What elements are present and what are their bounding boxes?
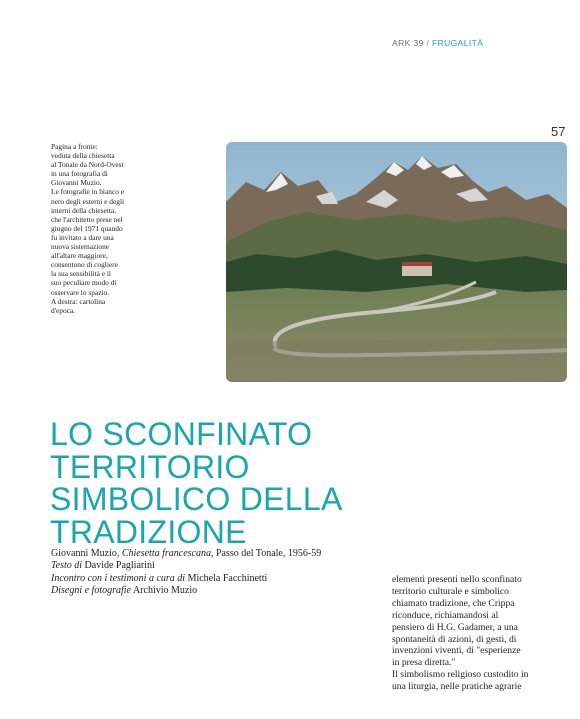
mountain-pass-postcard-image (226, 142, 567, 382)
body-line: in presa diretta." (392, 657, 456, 669)
caption-line: osservare lo spazio. (51, 287, 110, 297)
title-line: TRADIZIONE (50, 513, 247, 550)
article-title (50, 418, 470, 548)
text-credit-label: Testo di (51, 560, 83, 572)
body-text-column (392, 574, 532, 693)
caption-line: che l'architetto prese nel (51, 214, 123, 224)
text-credit (51, 560, 371, 572)
caption-line: d'epoca. (51, 305, 76, 315)
caption-line: Giovanni Muzio. (51, 178, 102, 188)
title-line: TERRITORIO (50, 448, 250, 485)
interview-credit (51, 573, 371, 585)
caption-line: giugno del 1971 quando (51, 223, 123, 233)
body-line: spontaneità di azioni, di gesti, di (392, 633, 517, 645)
title-line: LO SCONFINATO (50, 416, 313, 452)
interview-author: Michela Facchinetti (185, 572, 268, 584)
header-separator: / (426, 38, 430, 48)
caption-line: interni della chiesetta, (51, 205, 117, 215)
body-line: invenzioni viventi, di "esperienze (392, 645, 521, 657)
caption-line: consentono di cogliere (51, 260, 118, 270)
section-name: FRUGALITÀ (432, 38, 484, 48)
caption-line: suo peculiare modo di (51, 278, 117, 288)
caption-line: Pagina a fronte: (51, 142, 98, 151)
body-line: elementi presenti nello sconfinato (392, 574, 522, 585)
running-header (392, 38, 483, 48)
architect-name: Giovanni Muzio, (51, 548, 122, 559)
text-author: Davide Pagliarini (82, 560, 155, 572)
caption-line: in una fotografia di (51, 169, 108, 179)
body-line: chiamato tradizione, che Crippa (392, 597, 515, 609)
drawings-credit-label: Disegni e fotografie (51, 585, 131, 597)
body-line: Il simbolismo religioso custodito in (392, 669, 529, 681)
work-title: Chiesetta francescana (121, 548, 211, 559)
caption-line: all'altare maggiore, (51, 251, 108, 261)
magazine-issue: ARK 39 (392, 38, 424, 48)
title-line: SIMBOLICO DELLA (50, 481, 343, 517)
body-line: pensiero di H.G. Gadamer, a una (392, 621, 518, 633)
caption-line: fu invitato a dare una (51, 232, 114, 242)
drawings-credit (51, 585, 371, 597)
caption-line: nuova sistemazione (51, 242, 110, 252)
caption-line: nero degli esterni e degli (51, 196, 125, 206)
project-credit (51, 548, 371, 560)
caption-line: A destra: cartolina (51, 296, 106, 306)
caption-line: veduta della chiesetta (51, 151, 115, 161)
place-date: , Passo del Tonale, 1956-59 (210, 548, 322, 559)
body-line: territorio culturale e simbolico (392, 585, 509, 597)
caption-line: al Tonale da Nord-Ovest (51, 160, 124, 170)
interview-credit-label: Incontro con i testimoni a cura di (51, 572, 186, 584)
drawings-source: Archivio Muzio (131, 585, 198, 597)
caption-line: Le fotografie in bianco e (51, 187, 125, 197)
body-line: una liturgia, nelle pratiche agrarie (392, 681, 522, 693)
article-credits (51, 548, 371, 598)
photo-caption (51, 142, 151, 315)
caption-line: la sua sensibilità e il (51, 269, 111, 279)
body-line: riconduce, richiamandosi al (392, 609, 499, 621)
page-number: 57 (551, 124, 566, 139)
